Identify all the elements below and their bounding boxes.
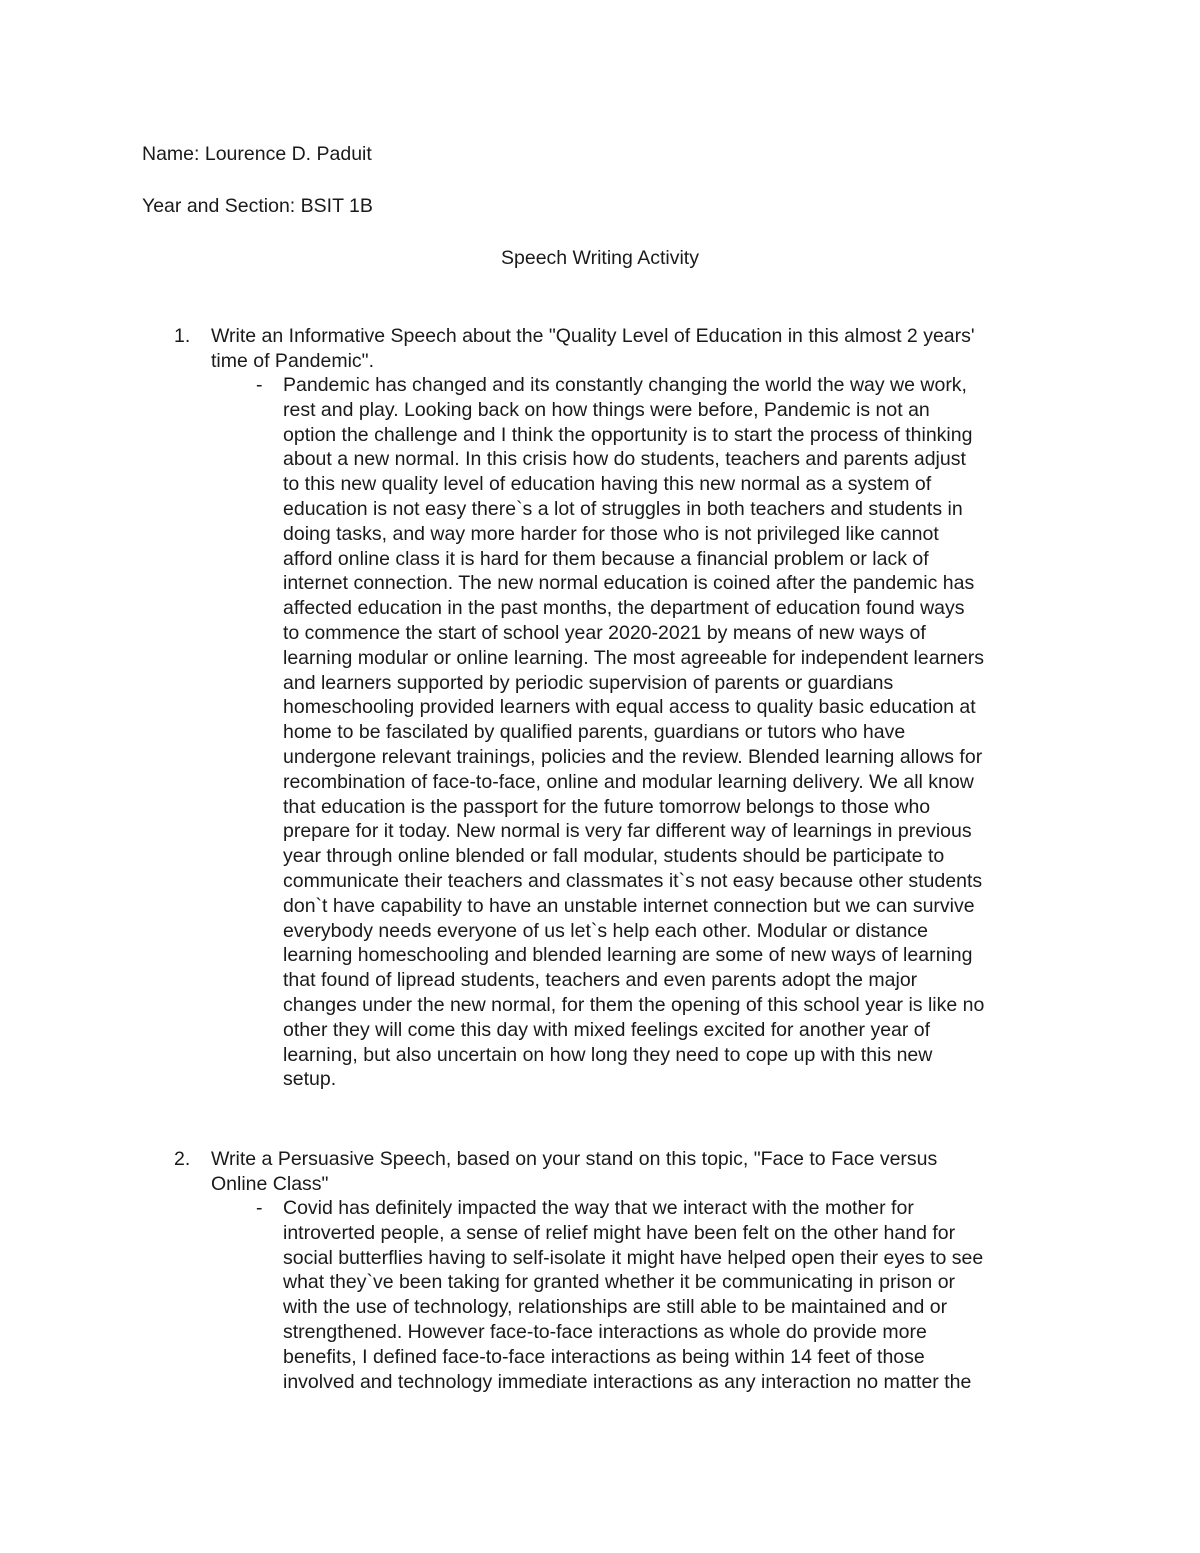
question-prompt: Write an Informative Speech about the "Quality Level of Education in this almost 2 years' time of Pandemic". [211,325,975,372]
answer-text: Pandemic has changed and its constantly changing the world the way we work, rest and play. Looking back on how things were before, Pandemic is not an option the challenge and I think the opportunity is to start the process of thinking about a new normal. In this crisis how do students, teachers and parents adjust to this new quality level of education having this new normal as a system of education is not easy there`s a lot of struggles in both teachers and students in doing tasks, and way more harder for those who is not privileged like cannot afford online class it is hard for them because a financial problem or lack of internet connection. The new normal education is coined after the pandemic has affected education in the past months, the department of education found ways to commence the start of school year 2020-2021 by means of new ways of learning modular or online learning. The most agreeable for independent learners and learners supported by periodic supervision of parents or guardians homeschooling provided learners with equal access to quality basic education at home to be fascilated by qualified parents, guardians or tutors who have undergone relevant trainings, policies and the review. Blended learning allows for recombination of face-to-face, online and modular learning delivery. We all know that education is the passport for the future tomorrow belongs to those who prepare for it today. New normal is very far different way of learnings in previous year through online blended or fall modular, students should be participate to communicate their teachers and classmates it`s not easy because other students don`t have capability to have an unstable internet connection but we can survive everybody needs everyone of us let`s help each other. Modular or distance learning homeschooling and blended learning are some of new ways of learning that found of lipread students, teachers and even parents adopt the major changes under the new normal, for them the opening of this school year is like no other they will come this day with mixed feelings excited for another year of learning, but also uncertain on how long they need to cope up with this new setup. [283,374,985,1091]
student-name: Name: Lourence D. Paduit [142,143,372,165]
question-prompt: Write a Persuasive Speech, based on your stand on this topic, "Face to Face versus Online Class" [211,1148,938,1195]
year-section: Year and Section: BSIT 1B [142,195,373,217]
bullet-dash: - [256,1197,263,1219]
bullet-dash: - [256,374,263,396]
question-number: 2. [174,1148,191,1170]
answer-text: Covid has definitely impacted the way that we interact with the mother for introverted people, a sense of relief might have been felt on the other hand for social butterflies having to self-isolate it might have helped open their eyes to see what they`ve been taking for granted whether it be communicating in prison or with the use of technology, relationships are still able to be maintained and or strengthened. However face-to-face interactions as whole do provide more benefits, I defined face-to-face interactions as being within 14 feet of those involved and technology immediate interactions as any interaction no matter the [283,1197,984,1393]
question-number: 1. [174,325,191,347]
document-title: Speech Writing Activity [501,247,699,269]
